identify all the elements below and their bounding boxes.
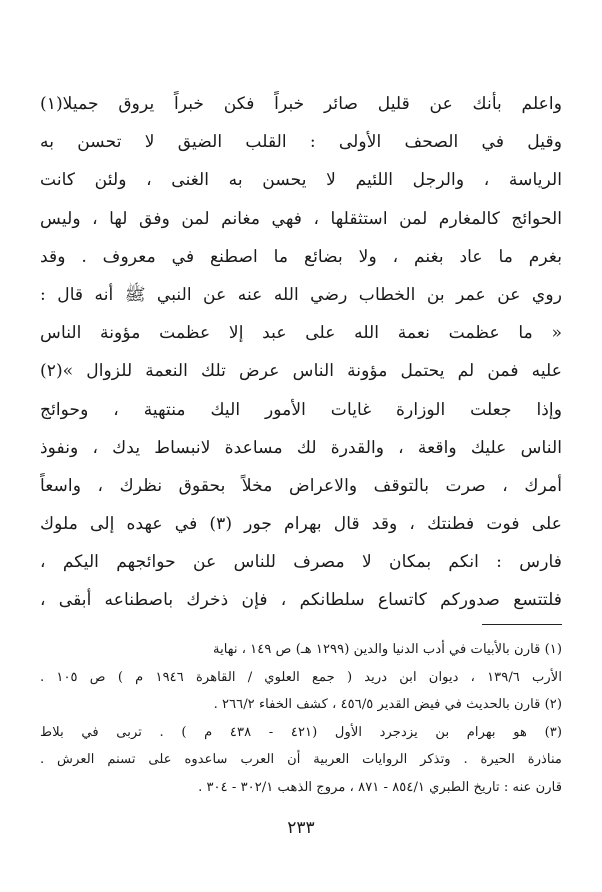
text-line: الحوائج كالمغارم لمن استثقلها ، فهي مغانم لمن وفق لها ، وليس — [40, 208, 562, 229]
text-line: « ما عظمت نعمة الله على عبد إلا عظمت مؤونة الناس — [40, 323, 562, 344]
footnote-line: الأرب ١٣٩/٦ ، ديوان ابن دريد ( جمع العلوي / القاهرة ١٩٤٦ م ) ص ١٠٥ . — [40, 669, 562, 685]
text-line: وإذا جعلت الوزارة غايات الأمور اليك منتهية ، وحوائج — [40, 399, 562, 420]
footnote-line: (٢) قارن بالحديث في فيض القدير ٤٥٦/٥ ، كشف الخفاء ٢٦٦/٢ . — [213, 697, 562, 712]
text-line: عليه فمن لم يحتمل مؤونة الناس عرض تلك النعمة للزوال »(٢) — [40, 361, 562, 382]
text-line: وقيل في الصحف الأولى : القلب الضيق لا تحسن به — [40, 132, 562, 153]
footnote-line: قارن عنه : تاريخ الطبري ٨٥٤/١ - ٨٧١ ، مروج الذهب ٣٠٢/١ - ٣٠٤ . — [198, 779, 562, 795]
footnote-divider — [482, 624, 562, 625]
footnote-line: (١) قارن بالأبيات في أدب الدنيا والدين (١٢٩٩ هـ) ص ١٤٩ ، نهاية — [213, 642, 562, 657]
footnote-line: (٣) هو بهرام بن يزدجرد الأول (٤٢١ - ٤٣٨ م ) . تربى في بلاط — [40, 724, 562, 740]
text-line: واعلم بأنك عن قليل صائر خبراً فكن خبراً يروق جميلا(١) — [40, 94, 562, 114]
text-line: فارس : انكم بمكان لا مصرف للناس عن حوائجهم اليكم ، — [40, 552, 562, 573]
footnotes — [40, 636, 562, 801]
main-text — [40, 85, 562, 620]
text-line: بغرم ما عاد بغنم ، ولا بضائع ما اصطنع في معروف . وقد — [40, 246, 562, 267]
text-line: الناس عليك واقعة ، والقدرة لك مساعدة لانبساط يدك ، ونفوذ — [40, 437, 562, 458]
text-line: على فوت فطنتك ، وقد قال بهرام جور (٣) في عهده إلى ملوك — [40, 514, 562, 535]
footnote-line: مناذرة الحيرة . وتذكر الروايات العربية أن العرب ساعدوه على تسنم العرش . — [40, 752, 562, 767]
page-number: ٢٣٣ — [287, 818, 315, 838]
text-line: روي عن عمر بن الخطاب رضي الله عنه عن النبي ﷺ أنه قال : — [40, 284, 562, 305]
text-line: أمرك ، صرت بالتوقف والاعراض مخلاً بحقوق نظرك ، واسعاً — [40, 475, 562, 496]
text-line: فلتتسع صدوركم كاتساع سلطانكم ، فإن ذخرك باصطناعه أبقى ، — [40, 590, 562, 611]
text-line: الرياسة ، والرجل اللئيم لا يحسن به الغنى ، ولئن كانت — [40, 170, 562, 191]
